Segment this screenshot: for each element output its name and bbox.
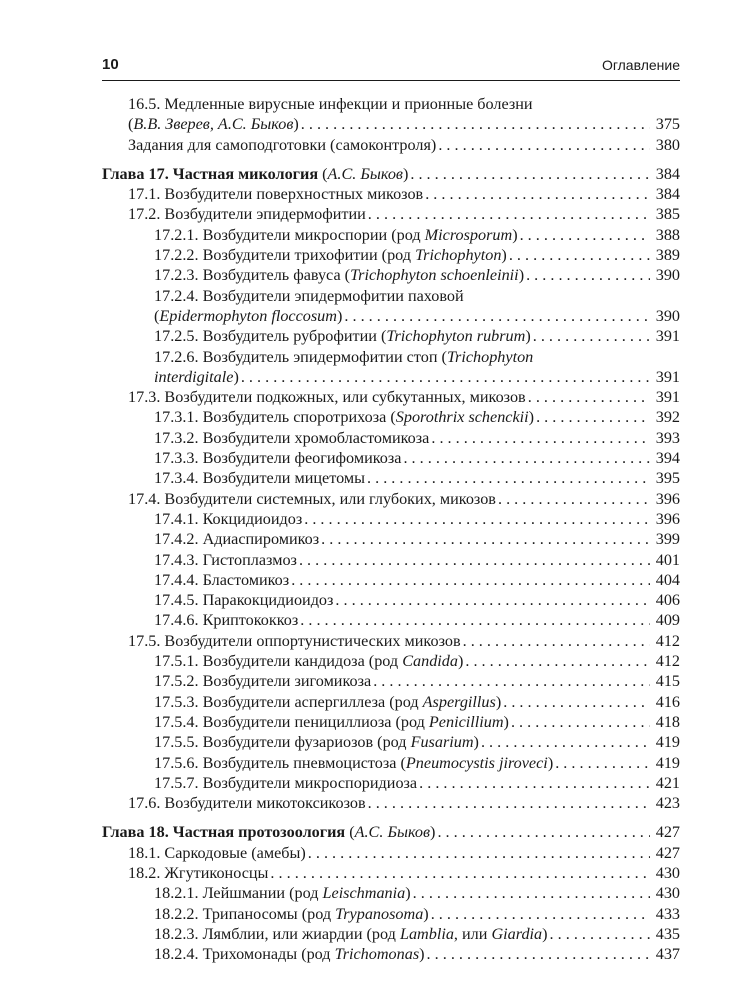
toc-entry-title: 16.5. Медленные вирусные инфекции и прионные болезни <box>128 95 533 113</box>
toc-entry <box>102 306 680 326</box>
toc-page-number: 415 <box>655 672 680 691</box>
toc-entry <box>102 529 680 549</box>
toc-entry <box>102 712 680 732</box>
toc-entry-title: 17.2.6. Возбудитель эпидермофитии стоп (Trichophyton <box>154 347 534 366</box>
toc-entry <box>102 489 680 509</box>
toc-page-number: 423 <box>655 794 680 813</box>
toc-entry <box>102 863 680 883</box>
dot-leader <box>368 793 650 813</box>
dot-leader <box>308 843 650 863</box>
toc-page-number: 406 <box>655 591 680 610</box>
toc-entry <box>102 407 680 427</box>
toc-entry <box>102 732 680 752</box>
toc-entry-title: 17.5.6. Возбудитель пневмоцистоза (Pneumocystis jiroveci) <box>154 753 554 772</box>
dot-leader <box>291 570 650 590</box>
toc-entry-title: 18.2.1. Лейшмании (род Leischmania) <box>154 884 411 903</box>
toc-page-number: 384 <box>655 185 680 204</box>
toc-entry-title: 17.5.2. Возбудители зигомикоза <box>154 672 372 691</box>
dot-leader <box>367 468 650 488</box>
dot-leader <box>373 671 650 691</box>
toc-entry <box>102 94 680 114</box>
dot-leader <box>427 944 650 964</box>
toc-page-number: 409 <box>655 611 680 630</box>
toc-entry-title: 18.2.2. Трипаносомы (род Trypanosoma) <box>154 904 429 923</box>
dot-leader <box>301 114 650 134</box>
toc-entry-title: 17.3.1. Возбудитель споротрихоза (Sporothrix schenckii) <box>154 408 535 427</box>
toc-page-number: 375 <box>655 115 680 134</box>
toc-entry <box>102 114 680 134</box>
toc-entry <box>102 326 680 346</box>
toc-page-number: 391 <box>655 388 680 407</box>
toc-page-number: 427 <box>655 823 680 842</box>
dot-leader <box>431 428 650 448</box>
toc-entry <box>102 692 680 712</box>
toc-entry <box>102 570 680 590</box>
toc-page-number: 389 <box>655 246 680 265</box>
dot-leader <box>410 164 650 184</box>
dot-leader <box>528 387 650 407</box>
toc-page-number: 385 <box>655 205 680 224</box>
toc-entry-title: 17.5.1. Возбудители кандидоза (род Candida) <box>154 652 464 671</box>
toc-entry <box>102 651 680 671</box>
toc-entry <box>102 468 680 488</box>
toc-page-number: 419 <box>655 733 680 752</box>
toc-page-number: 391 <box>655 367 680 386</box>
dot-leader <box>463 631 650 651</box>
dot-leader <box>368 204 650 224</box>
dot-leader <box>465 651 650 671</box>
toc-page-number: 395 <box>655 469 680 488</box>
toc-entry <box>102 883 680 903</box>
toc-entry-title: 17.6. Возбудители микотоксикозов <box>128 794 366 813</box>
toc-entry <box>102 245 680 265</box>
toc-page-number: 421 <box>655 773 680 792</box>
toc-entry-title: 17.4.1. Кокцидиоидоз <box>154 509 303 528</box>
toc-entry <box>102 184 680 204</box>
page-number: 10 <box>102 56 119 73</box>
toc-entry-title: 18.2. Жгутиконосцы <box>128 863 269 882</box>
dot-leader <box>425 184 650 204</box>
toc-entry-title: Задания для самоподготовки (самоконтроля) <box>128 135 437 154</box>
toc-entry-title: 17.2.4. Возбудители эпидермофитии паховой <box>154 286 464 305</box>
dot-leader <box>509 245 650 265</box>
toc-page-number: 419 <box>655 753 680 772</box>
dot-leader <box>533 326 650 346</box>
toc-entry-title: 18.1. Саркодовые (амебы) <box>128 843 306 862</box>
toc-entry-title: 17.4.6. Криптококкоз <box>154 611 299 630</box>
dot-leader <box>321 529 650 549</box>
toc-page-number: 437 <box>655 945 680 964</box>
toc-entry-title: 17.5. Возбудители оппортунистических микозов <box>128 631 461 650</box>
toc-entry <box>102 944 680 964</box>
toc-entry-title: Глава 17. Частная микология (А.С. Быков) <box>102 164 409 183</box>
dot-leader <box>270 863 650 883</box>
toc-page-number: 390 <box>655 266 680 285</box>
toc-page-number: 396 <box>655 489 680 508</box>
toc-entry-title: 17.4.4. Бластомикоз <box>154 570 290 589</box>
dot-leader <box>536 407 650 427</box>
dot-leader <box>304 509 650 529</box>
table-of-contents <box>102 94 680 964</box>
toc-entry-title: 17.4.2. Адиаспиромикоз <box>154 530 320 549</box>
toc-entry-title: interdigitale) <box>154 367 239 386</box>
toc-entry-title: 17.3.4. Возбудители мицетомы <box>154 469 366 488</box>
toc-entry-title: 18.2.3. Лямблии, или жиардии (род Lamblia, или Giardia) <box>154 924 548 943</box>
toc-entry-title: 17.3.3. Возбудители феогифомикоза <box>154 449 402 468</box>
toc-entry <box>102 843 680 863</box>
dot-leader <box>498 489 650 509</box>
toc-entry <box>102 509 680 529</box>
dot-leader <box>555 753 650 773</box>
toc-page-number: 388 <box>655 225 680 244</box>
dot-leader <box>413 883 650 903</box>
toc-page-number: 412 <box>655 631 680 650</box>
toc-entry-title: (Epidermophyton floccosum) <box>154 306 343 325</box>
dot-leader <box>300 610 650 630</box>
dot-leader <box>438 135 650 155</box>
toc-page-number: 392 <box>655 408 680 427</box>
dot-leader <box>431 904 650 924</box>
toc-page-number: 427 <box>655 843 680 862</box>
dot-leader <box>511 712 650 732</box>
toc-page-number: 416 <box>655 692 680 711</box>
toc-entry-title: 17.2.3. Возбудитель фавуса (Trichophyton schoenleinii) <box>154 266 525 285</box>
toc-entry <box>102 135 680 155</box>
toc-page-number: 430 <box>655 884 680 903</box>
dot-leader <box>526 265 650 285</box>
toc-entry-title: 17.4. Возбудители системных, или глубоких, микозов <box>128 489 496 508</box>
toc-page-number: 396 <box>655 509 680 528</box>
toc-entry <box>102 904 680 924</box>
toc-page-number: 390 <box>655 306 680 325</box>
toc-page-number: 435 <box>655 924 680 943</box>
toc-page-number: 380 <box>655 135 680 154</box>
toc-page-number: 399 <box>655 530 680 549</box>
toc-entry-title: 17.2.2. Возбудители трихофитии (род Trichophyton) <box>154 246 507 265</box>
toc-entry-title: 17.2. Возбудители эпидермофитии <box>128 205 366 224</box>
toc-page-number: 433 <box>655 904 680 923</box>
toc-entry-title: 17.4.3. Гистоплазмоз <box>154 550 297 569</box>
toc-entry <box>102 631 680 651</box>
dot-leader <box>437 822 650 842</box>
toc-entry-title: 17.4.5. Паракокцидиоидоз <box>154 591 334 610</box>
dot-leader <box>419 773 650 793</box>
toc-entry-title: 17.5.7. Возбудители микроспоридиоза <box>154 773 418 792</box>
dot-leader <box>335 590 650 610</box>
dot-leader <box>481 732 650 752</box>
toc-entry-title: 17.1. Возбудители поверхностных микозов <box>128 185 424 204</box>
dot-leader <box>344 306 650 326</box>
toc-entry <box>102 924 680 944</box>
toc-page-number: 391 <box>655 327 680 346</box>
toc-entry <box>102 753 680 773</box>
toc-entry <box>102 225 680 245</box>
toc-entry <box>102 286 680 306</box>
toc-page-number: 384 <box>655 164 680 183</box>
toc-entry <box>102 428 680 448</box>
toc-entry <box>102 793 680 813</box>
toc-entry <box>102 550 680 570</box>
toc-entry <box>102 590 680 610</box>
toc-chapter-entry <box>102 164 680 184</box>
toc-entry-title: Глава 18. Частная протозоология (А.С. Быков) <box>102 823 436 842</box>
toc-entry-title: 17.2.5. Возбудитель руброфитии (Trichophyton rubrum) <box>154 327 531 346</box>
toc-entry <box>102 773 680 793</box>
running-title: Оглавление <box>601 57 680 73</box>
toc-entry <box>102 265 680 285</box>
toc-entry-title: 17.5.5. Возбудители фузариозов (род Fusarium) <box>154 733 479 752</box>
dot-leader <box>550 924 650 944</box>
toc-entry <box>102 367 680 387</box>
toc-page-number: 418 <box>655 712 680 731</box>
dot-leader <box>503 692 650 712</box>
toc-entry-title: 17.3. Возбудители подкожных, или субкутанных, микозов <box>128 388 526 407</box>
toc-entry-title: 18.2.4. Трихомонады (род Trichomonas) <box>154 945 425 964</box>
toc-entry-title: 17.5.3. Возбудители аспергиллеза (род Aspergillus) <box>154 692 502 711</box>
toc-page-number: 430 <box>655 863 680 882</box>
dot-leader <box>520 225 650 245</box>
toc-entry <box>102 610 680 630</box>
toc-entry <box>102 387 680 407</box>
toc-entry <box>102 671 680 691</box>
toc-page-number: 394 <box>655 449 680 468</box>
dot-leader <box>403 448 650 468</box>
toc-chapter-entry <box>102 822 680 842</box>
toc-entry-title: (В.В. Зверев, А.С. Быков) <box>128 115 299 134</box>
dot-leader <box>241 367 650 387</box>
toc-entry <box>102 204 680 224</box>
toc-entry <box>102 347 680 367</box>
toc-page-number: 412 <box>655 652 680 671</box>
toc-entry <box>102 448 680 468</box>
toc-entry-title: 17.2.1. Возбудители микроспории (род Microsporum) <box>154 225 518 244</box>
toc-page-number: 404 <box>655 570 680 589</box>
header-rule <box>102 80 680 81</box>
toc-page-number: 393 <box>655 428 680 447</box>
page-header <box>102 56 680 82</box>
toc-entry-title: 17.5.4. Возбудители пенициллиоза (род Penicillium) <box>154 712 509 731</box>
toc-entry-title: 17.3.2. Возбудители хромобластомикоза <box>154 428 430 447</box>
dot-leader <box>299 550 650 570</box>
toc-page-number: 401 <box>655 550 680 569</box>
